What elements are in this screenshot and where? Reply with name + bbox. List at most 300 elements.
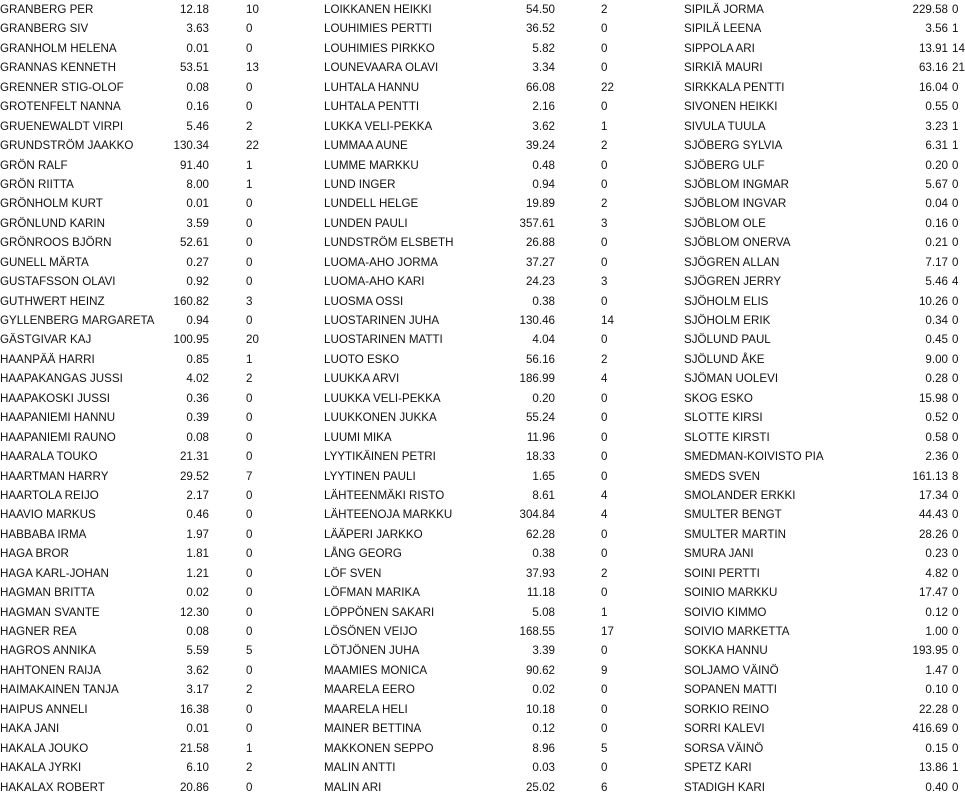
list-item [684,778,960,797]
list-item [0,719,275,738]
person-name: SJÖBERG SYLVIA [684,139,783,153]
amount-value: 25.02 [525,780,555,794]
person-name: MAKKONEN SEPPO [324,741,434,755]
list-item [324,214,624,233]
count-value: 4 [601,488,608,502]
person-name: LYYTINEN PAULI [324,469,416,483]
list-item [324,680,624,699]
count-value: 0 [246,566,253,580]
list-item [0,117,275,136]
amount-value: 5.46 [186,119,209,133]
list-item [324,544,624,563]
person-name: SORSA VÄINÖ [684,741,764,755]
amount-value: 0.39 [186,411,209,425]
person-name: LUOSTARINEN MATTI [324,333,443,347]
count-value: 6 [601,780,608,794]
count-value: 0 [601,586,608,600]
list-item [0,389,275,408]
list-item [324,311,624,330]
count-value: 22 [601,80,614,94]
person-name: LUNDELL HELGE [324,197,419,211]
amount-value: 16.38 [179,702,209,716]
list-item [684,19,960,38]
amount-value: 5.46 [925,275,948,289]
count-value: 1 [952,22,959,36]
amount-value: 0.08 [186,625,209,638]
list-item [684,525,960,544]
list-item [0,19,275,38]
person-name: MAARELA HELI [324,702,408,716]
person-name: SJÖBLOM OLE [684,216,766,230]
amount-value: 0.16 [925,216,948,230]
list-item [684,311,960,330]
list-item [0,78,275,97]
person-name: LÖTJÖNEN JUHA [324,644,420,658]
person-name: SMEDMAN-KOIVISTO PIA [684,450,824,464]
list-item [324,233,624,252]
count-value: 0 [952,411,959,425]
person-name: SLOTTE KIRSTI [684,430,770,444]
count-value: 0 [601,255,608,269]
list-item [324,505,624,524]
amount-value: 1.21 [186,566,209,580]
list-item [0,233,275,252]
list-item [0,97,275,116]
amount-value: 0.94 [186,314,209,327]
amount-value: 161.13 [912,469,948,483]
amount-value: 0.40 [925,780,948,794]
person-name: SJÖBLOM INGVAR [684,197,787,211]
person-name: HAARTOLA REIJO [0,488,99,502]
count-value: 0 [246,22,253,36]
person-name: MAAMIES MONICA [324,663,428,677]
amount-value: 4.82 [925,566,948,580]
count-value: 0 [952,780,959,794]
amount-value: 0.27 [186,255,209,269]
amount-value: 0.55 [925,100,948,114]
count-value: 5 [601,741,608,755]
count-value: 0 [952,372,959,386]
count-value: 20 [246,333,259,347]
list-item [324,428,624,447]
count-value: 0 [952,430,959,444]
count-value: 2 [246,119,253,133]
amount-value: 0.08 [186,80,209,94]
list-item [0,292,275,311]
amount-value: 21.31 [179,450,209,464]
count-value: 1 [952,761,959,775]
amount-value: 0.12 [925,605,948,619]
amount-value: 0.12 [532,722,555,736]
person-name: GRANBERG PER [0,3,94,16]
list-item [0,622,275,641]
count-value: 8 [952,469,959,483]
list-item [684,369,960,388]
amount-value: 52.61 [179,236,209,250]
person-name: LÄHTEENOJA MARKKU [324,508,453,522]
list-item [684,350,960,369]
list-item [0,525,275,544]
list-item [0,408,275,427]
person-name: HAGMAN SVANTE [0,605,100,619]
amount-value: 26.88 [525,236,555,250]
amount-value: 3.23 [925,119,948,133]
person-name: SMOLANDER ERKKI [684,488,796,502]
person-name: HAKA JANI [0,722,60,736]
count-value: 0 [246,275,253,289]
amount-value: 0.21 [925,236,948,250]
list-item [684,330,960,349]
person-name: HAHTONEN RAIJA [0,663,101,677]
list-item [0,253,275,272]
list-item [684,97,960,116]
amount-value: 6.10 [186,761,209,775]
list-item [0,661,275,680]
list-item [324,136,624,155]
person-name: SIVONEN HEIKKI [684,100,778,114]
person-name: HAGROS ANNIKA [0,644,96,658]
person-name: HAARTMAN HARRY [0,469,109,483]
person-name: LUND INGER [324,177,396,191]
count-value: 0 [952,158,959,172]
list-item [0,272,275,291]
person-name: GRÖN RALF [0,158,68,172]
count-value: 0 [246,391,253,405]
count-value: 5 [246,644,253,658]
person-name: SOLJAMO VÄINÖ [684,663,779,677]
person-name: HAGNER REA [0,625,77,638]
amount-value: 66.08 [525,80,555,94]
count-value: 0 [952,3,959,16]
amount-value: 90.62 [525,663,555,677]
count-value: 0 [952,644,959,658]
count-value: 0 [601,100,608,114]
count-value: 1 [246,352,253,366]
amount-value: 229.58 [912,3,948,16]
person-name: LÖPPÖNEN SAKARI [324,605,435,619]
list-item [684,758,960,777]
person-name: STADIGH KARI [684,780,765,794]
person-name: SMURA JANI [684,547,754,561]
person-name: LOUHIMIES PIRKKO [324,41,435,55]
list-item [0,369,275,388]
person-name: GRANBERG SIV [0,22,89,36]
list-item [684,194,960,213]
amount-value: 168.55 [519,625,555,638]
person-name: LUMMAA AUNE [324,139,408,153]
list-item [0,778,275,797]
list-item [324,778,624,797]
person-name: LÄHTEENMÄKI RISTO [324,488,445,502]
amount-value: 5.59 [186,644,209,658]
amount-value: 0.02 [186,586,209,600]
person-name: SMEDS SVEN [684,469,761,483]
amount-value: 0.01 [186,197,209,211]
list-item [324,0,624,19]
person-name: SJÖBERG ULF [684,158,765,172]
list-item [684,233,960,252]
count-value: 9 [601,663,608,677]
count-value: 0 [952,488,959,502]
person-name: LOIKKANEN HEIKKI [324,3,432,16]
count-value: 0 [952,314,959,327]
list-item [324,408,624,427]
amount-value: 3.62 [532,119,555,133]
count-value: 0 [601,644,608,658]
column-2 [324,0,624,797]
column-1 [0,0,275,797]
amount-value: 0.52 [925,411,948,425]
person-name: GRANHOLM HELENA [0,41,117,55]
list-item [324,272,624,291]
count-value: 0 [952,391,959,405]
list-item [684,136,960,155]
count-value: 0 [246,547,253,561]
list-item [0,700,275,719]
amount-value: 17.47 [918,586,948,600]
count-value: 10 [246,3,259,16]
count-value: 0 [246,625,253,638]
person-name: GROTENFELT NANNA [0,100,121,114]
count-value: 0 [246,41,253,55]
list-item [324,58,624,77]
amount-value: 24.23 [525,275,555,289]
amount-value: 0.28 [925,372,948,386]
count-value: 0 [246,663,253,677]
count-value: 0 [246,100,253,114]
amount-value: 5.08 [532,605,555,619]
list-item [684,78,960,97]
count-value: 0 [952,722,959,736]
count-value: 13 [246,61,259,75]
list-item [324,739,624,758]
amount-value: 19.89 [525,197,555,211]
amount-value: 0.23 [925,547,948,561]
person-name: HAIMAKAINEN TANJA [0,683,119,697]
amount-value: 8.96 [532,741,555,755]
person-name: HAANPÄÄ HARRI [0,352,95,366]
amount-value: 53.51 [179,61,209,75]
count-value: 0 [246,314,253,327]
count-value: 0 [246,702,253,716]
count-value: 0 [601,177,608,191]
amount-value: 3.62 [186,663,209,677]
amount-value: 36.52 [525,22,555,36]
count-value: 1 [601,605,608,619]
count-value: 2 [601,197,608,211]
count-value: 0 [246,80,253,94]
amount-value: 12.18 [179,3,209,16]
amount-value: 11.18 [526,586,555,600]
list-item [0,641,275,660]
list-item [324,389,624,408]
list-item [684,389,960,408]
amount-value: 0.36 [186,391,209,405]
count-value: 0 [601,702,608,716]
list-item [684,447,960,466]
person-name: LUKKA VELI-PEKKA [324,119,433,133]
person-name: HAAPANIEMI RAUNO [0,430,116,444]
count-value: 0 [601,294,608,308]
amount-value: 55.24 [525,411,555,425]
count-value: 0 [952,586,959,600]
person-name: LUUKKA VELI-PEKKA [324,391,441,405]
amount-value: 22.28 [918,702,948,716]
count-value: 0 [246,527,253,541]
amount-value: 2.16 [532,100,555,114]
person-name: SJÖGREN JERRY [684,275,782,289]
amount-value: 6.31 [925,139,948,153]
count-value: 0 [952,741,959,755]
count-value: 1 [601,119,608,133]
count-value: 0 [601,333,608,347]
person-name: GRENNER STIG-OLOF [0,80,124,94]
list-item [0,739,275,758]
amount-value: 12.30 [179,605,209,619]
person-name: LYYTIKÄINEN PETRI [324,450,436,464]
person-name: LUHTALA HANNU [324,80,420,94]
person-name: LÖFMAN MARIKA [324,586,420,600]
list-item [0,603,275,622]
count-value: 0 [952,255,959,269]
list-item [324,175,624,194]
amount-value: 1.81 [186,547,209,561]
count-value: 14 [601,314,614,327]
amount-value: 160.82 [173,294,209,308]
amount-value: 8.00 [186,177,209,191]
count-value: 21 [952,61,965,75]
person-name: LÖF SVEN [324,566,382,580]
count-value: 0 [952,333,959,347]
person-name: LUUMI MIKA [324,430,392,444]
person-name: HAAPAKANGAS JUSSI [0,372,123,386]
list-item [684,641,960,660]
amount-value: 4.04 [532,333,555,347]
list-item [0,467,275,486]
person-name: SJÖMAN UOLEVI [684,372,779,386]
amount-value: 1.47 [925,663,948,677]
count-value: 2 [601,352,608,366]
amount-value: 0.48 [532,158,555,172]
count-value: 0 [246,255,253,269]
amount-value: 44.43 [918,508,948,522]
list-item [684,603,960,622]
person-name: LOUNEVAARA OLAVI [324,61,439,75]
list-item [0,0,275,19]
list-item [684,680,960,699]
amount-value: 18.33 [525,450,555,464]
amount-value: 0.08 [186,430,209,444]
count-value: 0 [601,430,608,444]
list-item [324,447,624,466]
list-item [0,428,275,447]
amount-value: 3.17 [186,683,209,697]
count-value: 0 [601,547,608,561]
amount-value: 3.34 [532,61,555,75]
amount-value: 0.01 [186,41,209,55]
list-item [684,661,960,680]
person-name: HAAVIO MARKUS [0,508,96,522]
person-name: GUNELL MÄRTA [0,255,89,269]
person-name: LUOMA-AHO KARI [324,275,425,289]
person-name: SORRI KALEVI [684,722,765,736]
list-item [324,641,624,660]
amount-value: 7.17 [925,255,948,269]
person-name: HAGMAN BRITTA [0,586,95,600]
person-name: HAKALAX ROBERT [0,780,105,794]
list-item [0,311,275,330]
list-item [684,719,960,738]
person-name: SJÖBLOM ONERVA [684,236,791,250]
list-item [0,136,275,155]
list-item [0,505,275,524]
count-value: 0 [601,683,608,697]
list-item [324,622,624,641]
person-name: SOKKA HANNU [684,644,768,658]
person-name: LUOMA-AHO JORMA [324,255,439,269]
count-value: 0 [601,236,608,250]
list-item [324,369,624,388]
list-item [324,78,624,97]
amount-value: 91.40 [179,158,209,172]
amount-value: 16.04 [918,80,948,94]
list-item [324,330,624,349]
amount-value: 0.20 [925,158,948,172]
amount-value: 17.34 [918,488,948,502]
amount-value: 2.17 [186,488,209,502]
person-name: SOINIO MARKKU [684,586,778,600]
list-item [0,486,275,505]
count-value: 0 [952,236,959,250]
count-value: 0 [952,100,959,114]
person-name: LUUKKA ARVI [324,372,400,386]
person-name: GRÖNHOLM KURT [0,197,103,211]
list-item [0,680,275,699]
amount-value: 63.16 [918,61,948,75]
list-item [684,58,965,77]
list-item [0,194,275,213]
amount-value: 21.58 [179,741,209,755]
amount-value: 193.95 [912,644,948,658]
person-name: HABBABA IRMA [0,527,87,541]
amount-value: 5.67 [925,177,948,191]
person-name: SOIVIO MARKETTA [684,625,790,638]
amount-value: 0.38 [532,294,555,308]
amount-value: 1.65 [532,469,555,483]
amount-value: 130.46 [519,314,555,327]
list-item [0,330,275,349]
person-name: SMULTER BENGT [684,508,782,522]
amount-value: 0.38 [532,547,555,561]
list-item [324,194,624,213]
person-name: HAIPUS ANNELI [0,702,88,716]
person-name: SIPILÄ JORMA [684,3,764,16]
amount-value: 0.92 [186,275,209,289]
person-name: SIRKIÄ MAURI [684,61,763,75]
count-value: 0 [601,722,608,736]
person-name: SPETZ KARI [684,761,752,775]
list-item [0,214,275,233]
count-value: 1 [952,119,959,133]
list-item [684,175,960,194]
person-name: SIPPOLA ARI [684,41,755,55]
person-name: SOIVIO KIMMO [684,605,767,619]
person-name: SJÖBLOM INGMAR [684,177,790,191]
list-item [684,117,960,136]
amount-value: 100.95 [173,333,209,347]
count-value: 22 [246,139,259,153]
list-item [324,467,624,486]
